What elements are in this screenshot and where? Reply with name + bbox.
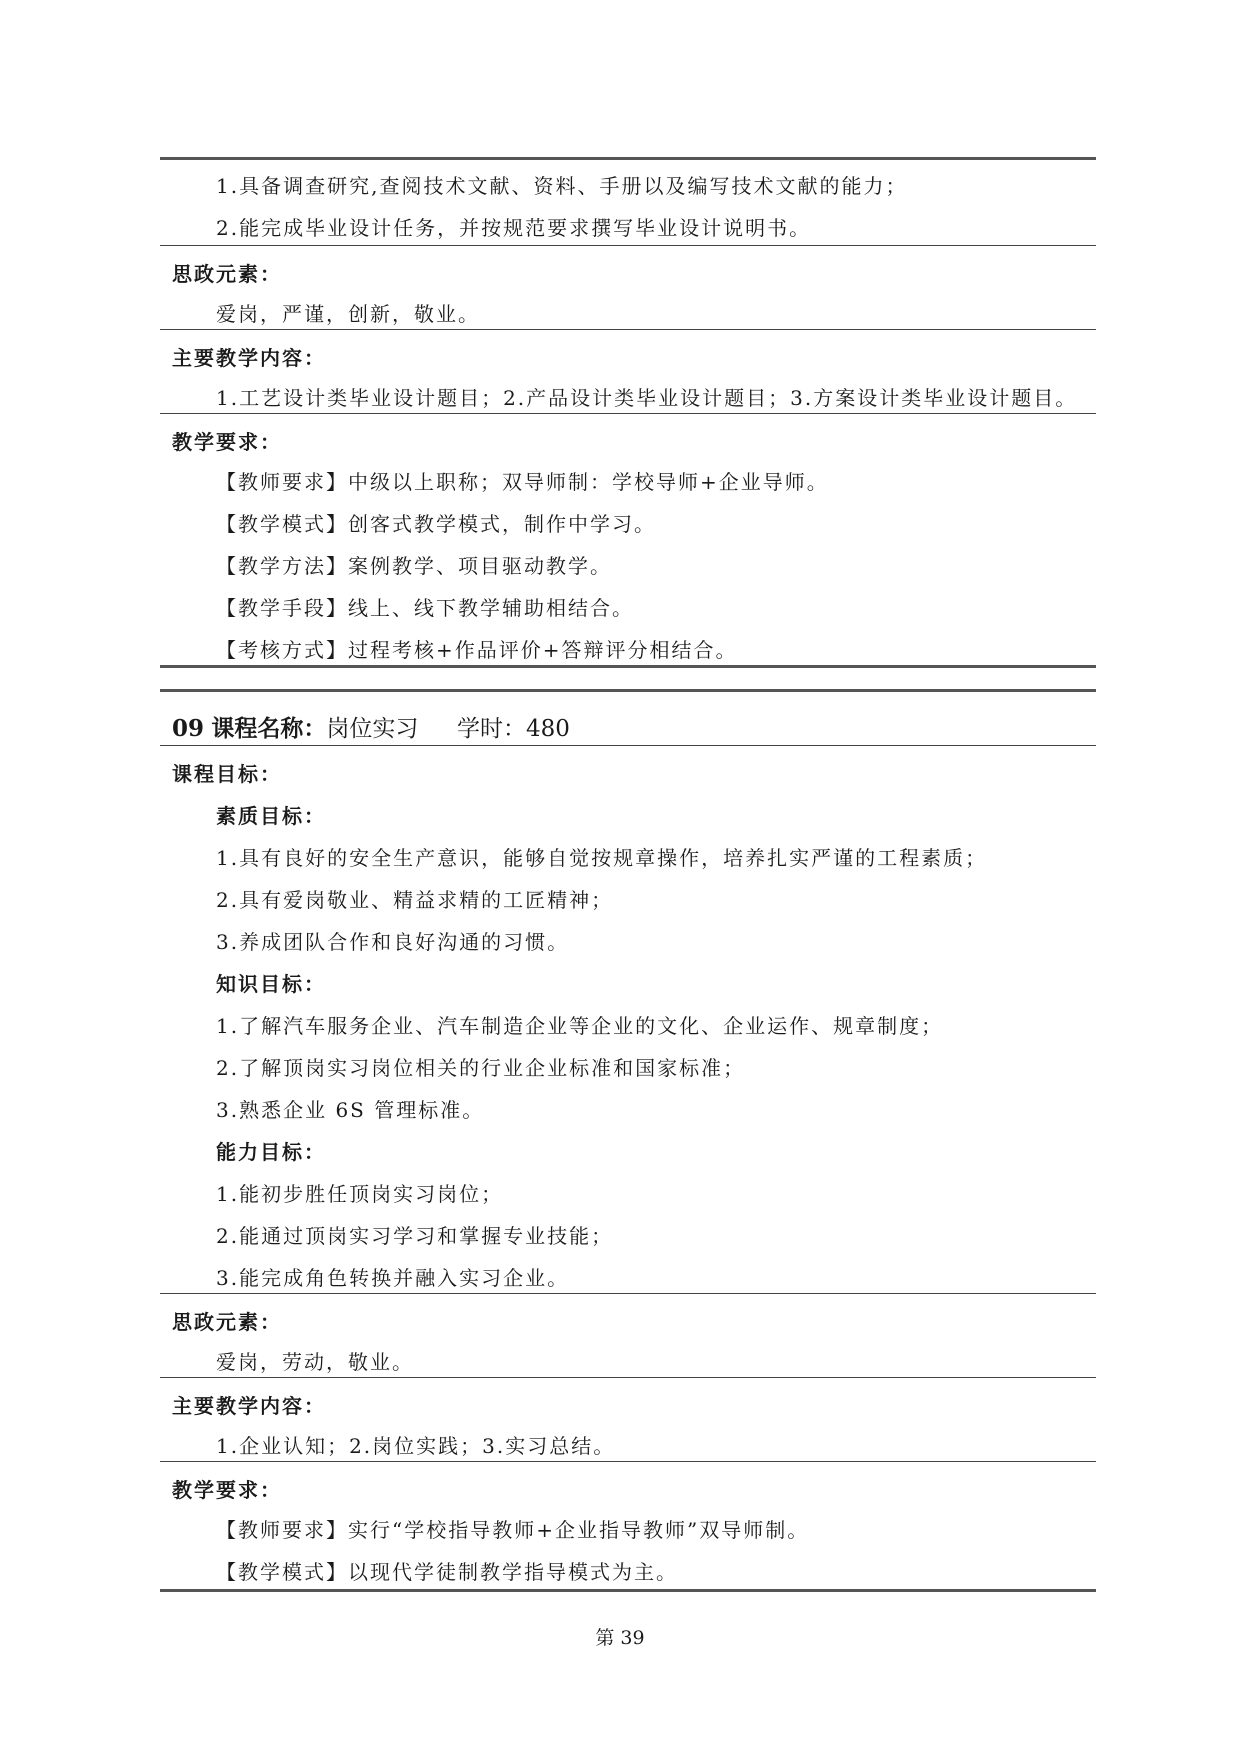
requirement-item: 【教学手段】线上、线下教学辅助相结合。	[216, 596, 634, 620]
ideology-text: 爱岗，劳动，敬业。	[216, 1350, 414, 1374]
course-number: 09	[172, 715, 205, 742]
goals-heading: 课程目标：	[172, 762, 282, 786]
ideology-heading: 思政元素：	[172, 1310, 282, 1334]
page-number: 第 39	[595, 1627, 645, 1649]
knowledge-goal-item: 3.熟悉企业 6S 管理标准。	[216, 1098, 485, 1122]
ability-line-2: 2.能完成毕业设计任务，并按规范要求撰写毕业设计说明书。	[216, 216, 812, 240]
content-text: 1.工艺设计类毕业设计题目；2.产品设计类毕业设计题目；3.方案设计类毕业设计题目。	[216, 386, 1078, 410]
divider	[160, 245, 1096, 246]
knowledge-goal-item: 1.了解汽车服务企业、汽车制造企业等企业的文化、企业运作、规章制度；	[216, 1014, 944, 1038]
divider	[160, 1461, 1096, 1462]
ability-goal-item: 1.能初步胜任顶岗实习岗位；	[216, 1182, 504, 1206]
divider	[160, 745, 1096, 746]
requirement-item: 【教学模式】以现代学徒制教学指导模式为主。	[216, 1560, 678, 1584]
requirement-item: 【教学方法】案例教学、项目驱动教学。	[216, 554, 612, 578]
ability-goal-item: 3.能完成角色转换并融入实习企业。	[216, 1266, 570, 1290]
divider	[160, 413, 1096, 414]
requirement-item: 【教师要求】中级以上职称；双导师制：学校导师+企业导师。	[216, 470, 829, 494]
course-name-label: 课程名称：	[211, 715, 327, 742]
divider	[160, 329, 1096, 330]
course-name: 岗位实习	[326, 716, 419, 742]
ability-goal-item: 2.能通过顶岗实习学习和掌握专业技能；	[216, 1224, 614, 1248]
requirement-item: 【考核方式】过程考核+作品评价+答辩评分相结合。	[216, 638, 738, 662]
ideology-text: 爱岗，严谨，创新，敬业。	[216, 302, 480, 326]
divider	[160, 1293, 1096, 1294]
requirement-item: 【教学模式】创客式教学模式，制作中学习。	[216, 512, 656, 536]
table-top-rule	[160, 157, 1096, 160]
divider	[160, 1377, 1096, 1378]
course-hours: 480	[525, 716, 570, 742]
knowledge-goals-heading: 知识目标：	[216, 972, 326, 996]
content-heading: 主要教学内容：	[172, 1394, 326, 1418]
quality-goals-heading: 素质目标：	[216, 804, 326, 828]
ability-line-1: 1.具备调查研究,查阅技术文献、资料、手册以及编写技术文献的能力；	[216, 174, 908, 198]
requirements-heading: 教学要求：	[172, 430, 282, 454]
quality-goal-item: 1.具有良好的安全生产意识，能够自觉按规章操作，培养扎实严谨的工程素质；	[216, 846, 988, 870]
course-hours-label: 学时：	[456, 716, 526, 742]
table-top-rule	[160, 689, 1096, 692]
content-text: 1.企业认知；2.岗位实践；3.实习总结。	[216, 1434, 616, 1458]
quality-goal-item: 3.养成团队合作和良好沟通的习惯。	[216, 930, 570, 954]
table-bottom-rule	[160, 665, 1096, 668]
ideology-heading: 思政元素：	[172, 262, 282, 286]
content-heading: 主要教学内容：	[172, 346, 326, 370]
quality-goal-item: 2.具有爱岗敬业、精益求精的工匠精神；	[216, 888, 614, 912]
table-bottom-rule	[160, 1589, 1096, 1592]
knowledge-goal-item: 2.了解顶岗实习岗位相关的行业企业标准和国家标准；	[216, 1056, 746, 1080]
requirements-heading: 教学要求：	[172, 1478, 282, 1502]
ability-goals-heading: 能力目标：	[216, 1140, 326, 1164]
requirement-item: 【教师要求】实行“学校指导教师+企业指导教师”双导师制。	[216, 1518, 810, 1542]
